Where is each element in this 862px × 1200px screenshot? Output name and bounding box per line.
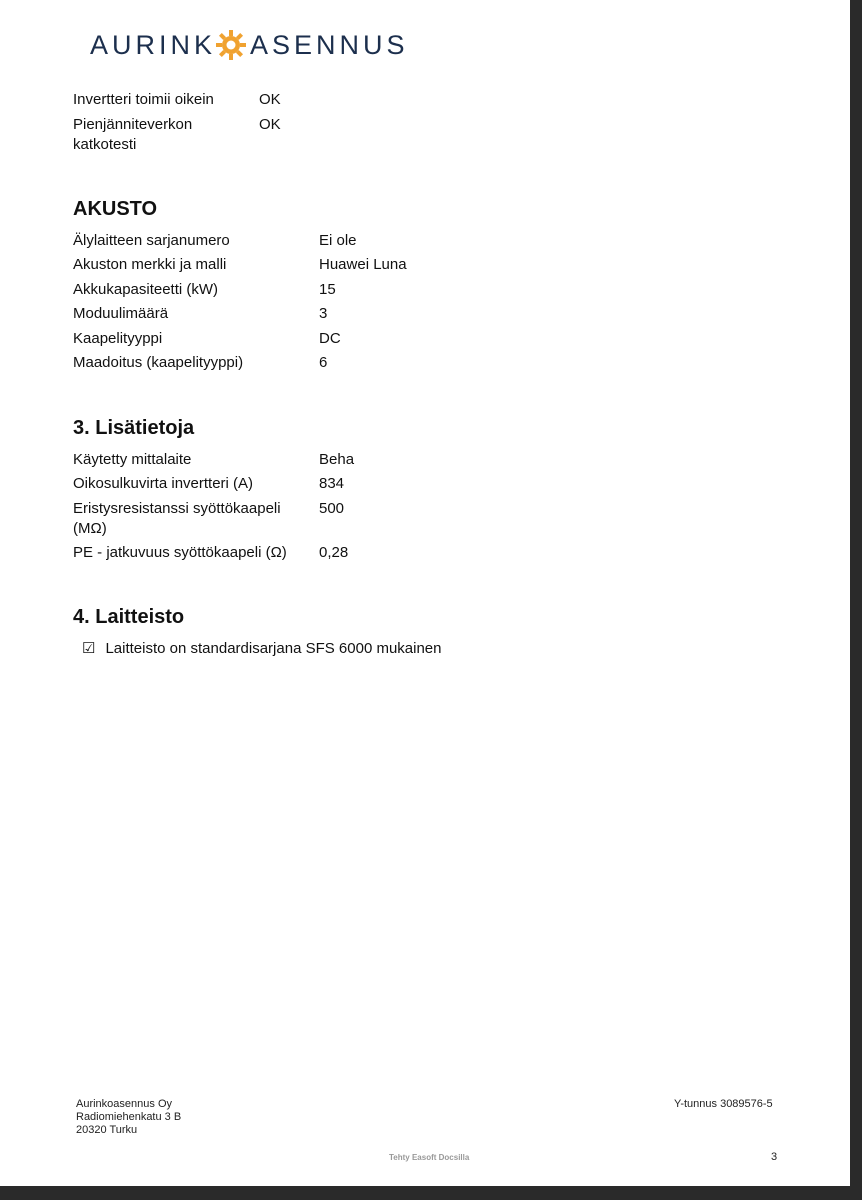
footer-company: Aurinkoasennus Oy: [76, 1098, 172, 1110]
field-label: Maadoitus (kaapelityyppi): [73, 354, 244, 371]
page-number: 3: [771, 1151, 778, 1163]
field-value: DC: [319, 330, 341, 347]
standard-compliance-item: [82, 639, 442, 659]
footer-address: [76, 1098, 181, 1137]
field-label: Moduulimäärä: [73, 305, 169, 322]
field-value: 500: [319, 500, 345, 517]
field-label: Eristysresistanssi syöttökaapeli (MΩ): [73, 500, 281, 537]
field-value: Ei ole: [319, 232, 357, 249]
field-label: Älylaitteen sarjanumero: [73, 232, 230, 249]
checked-checkbox-icon: ☑: [82, 640, 96, 657]
field-label: Invertteri toimii oikein: [73, 91, 214, 108]
field-label: Pienjänniteverkon katkotesti: [73, 116, 193, 153]
field-label: Käytetty mittalaite: [73, 451, 192, 468]
logo-text-left: AURINK: [90, 29, 217, 60]
sun-gear-icon: [214, 28, 248, 62]
field-value: 834: [319, 475, 345, 492]
company-logo: [90, 27, 409, 63]
footer-street: Radiomiehenkatu 3 B: [76, 1111, 182, 1123]
footer-business-id: Y-tunnus 3089576-5: [674, 1098, 773, 1110]
field-value: Beha: [319, 451, 355, 468]
field-label: Akkukapasiteetti (kW): [73, 281, 219, 298]
field-value: 15: [319, 281, 336, 298]
field-value: 3: [319, 305, 328, 322]
field-value: 0,28: [319, 544, 349, 561]
page-edge-bottom: [0, 1186, 862, 1200]
checkbox-label: Laitteisto on standardisarjana SFS 6000 mukainen: [105, 640, 442, 657]
section-heading-akusto: AKUSTO: [73, 198, 158, 220]
section-heading-lisatietoja: 3. Lisätietoja: [73, 417, 195, 439]
field-label: Kaapelityyppi: [73, 330, 163, 347]
field-value: Huawei Luna: [319, 256, 407, 273]
field-value: OK: [259, 91, 281, 108]
field-label: PE - jatkuvuus syöttökaapeli (Ω): [73, 544, 287, 561]
field-label: Oikosulkuvirta invertteri (A): [73, 475, 254, 492]
footer-city: 20320 Turku: [76, 1124, 138, 1136]
footer-credit: Tehty Easoft Docsilla: [389, 1153, 470, 1162]
field-value: 6: [319, 354, 328, 371]
logo-text-right: ASENNUS: [250, 29, 409, 60]
field-value: OK: [259, 116, 281, 133]
field-label: Akuston merkki ja malli: [73, 256, 227, 273]
page-edge-right: [850, 0, 862, 1200]
section-heading-laitteisto: 4. Laitteisto: [73, 606, 185, 628]
